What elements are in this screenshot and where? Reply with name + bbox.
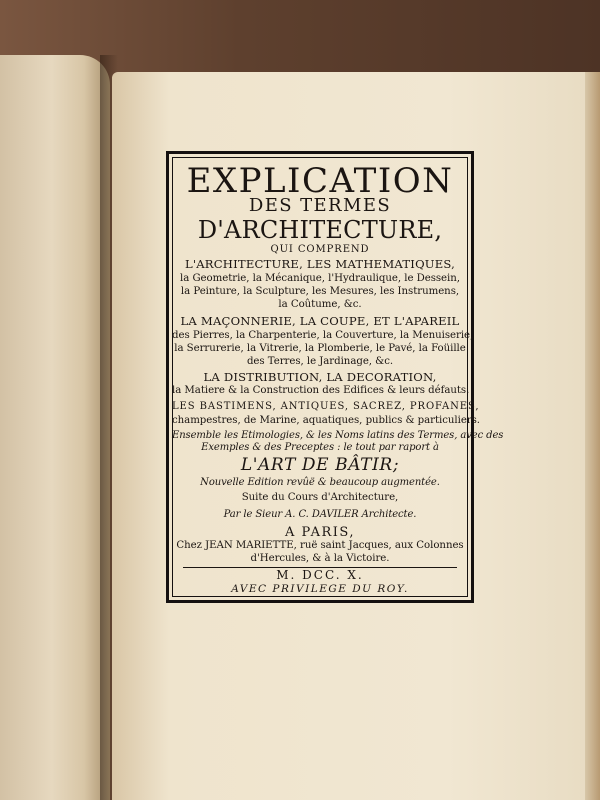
section-2-line-3: la Serrurerie, la Vitrerie, la Plomberie, le Pavé, la Foüille [174,343,466,354]
section-1-line-2: la Geometrie, la Mécanique, l'Hydraulique, le Dessein, [180,273,460,284]
section-2-line-1: LA MAÇONNERIE, LA COUPE, ET L'APAREIL [180,314,460,328]
art-de-batir: L'ART DE BÂTIR; [240,455,400,475]
author-line: Par le Sieur A. C. DAVILER Architecte. [223,509,417,520]
section-3-line-1: LA DISTRIBUTION, LA DECORATION, [203,370,437,384]
subtitle-line-2: D'ARCHITECTURE, [197,216,443,244]
royal-privilege: AVEC PRIVILEGE DU ROY. [231,583,409,595]
edition-note: Nouvelle Edition revûë & beaucoup augmentée. [200,477,440,488]
section-1-line-3: la Peinture, la Sculpture, les Mesures, les Instrumens, [180,286,460,297]
left-page [0,55,110,800]
page-edge [585,72,600,800]
section-2-line-4: des Terres, le Jardinage, &c. [246,356,394,367]
ensemble-line-1: Ensemble les Etimologies, & les Noms latins des Termes, avec des [172,430,504,441]
section-3-line-2: la Matiere & la Construction des Edifices & leurs défauts. [172,385,470,396]
section-2-line-2: des Pierres, la Charpenterie, la Couverture, la Menuiserie, [172,330,474,341]
subtitle-line-1: DES TERMES [248,195,392,216]
place-of-publication: A PARIS, [285,525,355,540]
book-title: EXPLICATION [186,161,454,201]
section-1-line-1: L'ARCHITECTURE, LES MATHEMATIQUES, [184,257,456,271]
qui-comprend: QUI COMPREND [270,244,370,255]
publisher-line-2: d'Hercules, & à la Victoire. [250,553,390,564]
ensemble-line-2: Exemples & des Preceptes : le tout par raport à [201,442,439,453]
publisher-line-1: Chez JEAN MARIETTE, ruë saint Jacques, aux Colonnes [176,540,464,551]
publication-date: M. DCC. X. [276,568,364,582]
section-4-line-2: champestres, de Marine, aquatiques, publics & particuliers. [172,415,480,426]
section-4-line-1: LES BASTIMENS, ANTIQUES, SACREZ, PROFANES, [172,401,480,412]
suite-cours: Suite du Cours d'Architecture, [241,492,399,503]
section-1-line-4: la Coûtume, &c. [278,299,362,310]
